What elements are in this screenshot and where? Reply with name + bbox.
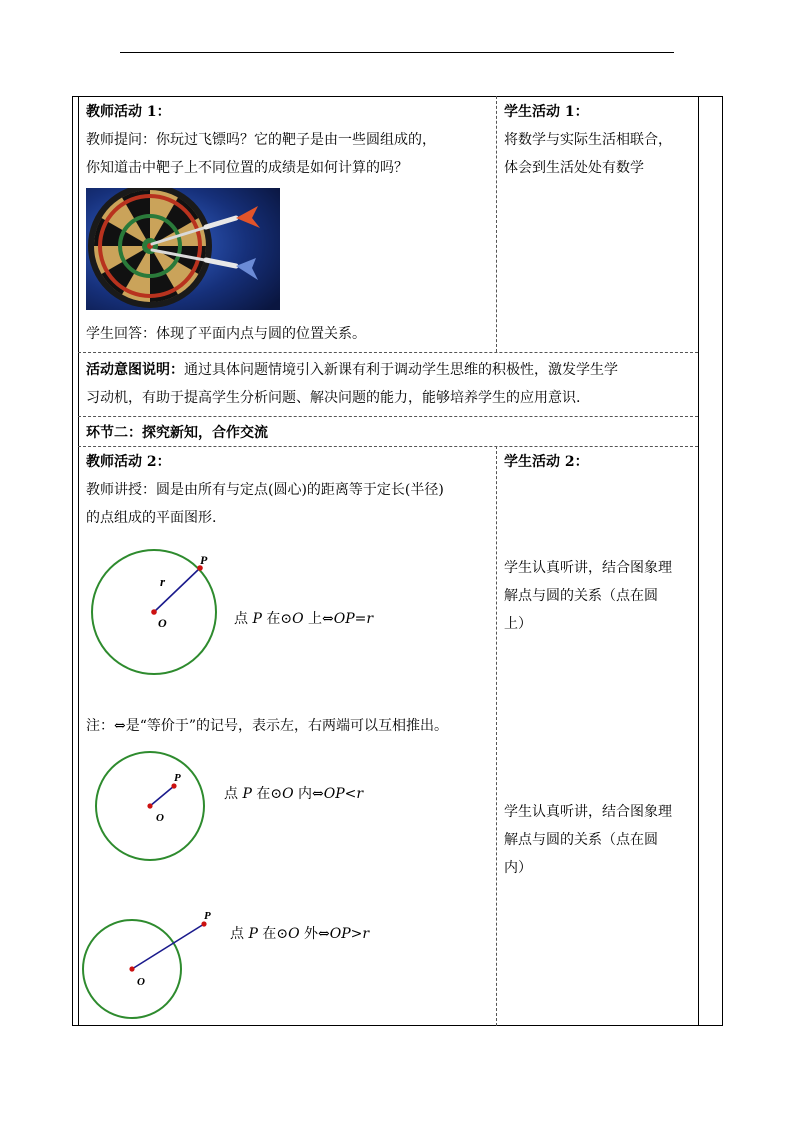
label-p-on: P bbox=[200, 553, 208, 567]
caption-out-mid: 在⊙ bbox=[257, 926, 289, 942]
figure-point-on-circle bbox=[86, 540, 226, 690]
student-activity-2-block1-line2: 解点与圆的关系（点在圆 bbox=[504, 588, 658, 604]
row-divider-1 bbox=[78, 352, 698, 353]
caption-on-rel: 上⇔ bbox=[303, 611, 334, 627]
caption-on bbox=[234, 607, 373, 631]
teacher-activity-1-title: 教师活动 1： bbox=[86, 104, 171, 120]
caption-in bbox=[224, 782, 363, 806]
caption-out-r: r bbox=[362, 926, 370, 942]
student-activity-2-block2-line3: 内） bbox=[504, 860, 532, 876]
caption-on-prefix: 点 bbox=[234, 611, 253, 627]
figure-point-in-circle bbox=[90, 750, 220, 868]
label-r-on: r bbox=[160, 574, 166, 589]
equivalence-note: 注：⇔是“等价于”的记号，表示左，右两端可以互相推出。 bbox=[86, 718, 449, 734]
teacher-lecture-line-2: 的点组成的平面图形. bbox=[86, 510, 217, 526]
caption-out-prefix: 点 bbox=[230, 926, 249, 942]
row-divider-2 bbox=[78, 416, 698, 417]
caption-out-operator: > bbox=[350, 926, 363, 942]
caption-in-rel: 内⇔ bbox=[293, 786, 324, 802]
caption-in-o: O bbox=[282, 786, 294, 802]
label-p-in: P bbox=[174, 772, 181, 784]
caption-in-operator: < bbox=[344, 786, 357, 802]
label-o-in: O bbox=[156, 812, 164, 824]
point-o-in bbox=[147, 803, 152, 808]
point-o-on bbox=[151, 609, 157, 615]
figure-point-out-circle bbox=[80, 905, 230, 1025]
table-inner-border-left bbox=[78, 96, 79, 1026]
student-answer: 学生回答：体现了平面内点与圆的位置关系。 bbox=[86, 326, 366, 342]
student-activity-2-title: 学生活动 2： bbox=[504, 454, 589, 470]
caption-in-p: P bbox=[242, 786, 252, 802]
caption-on-o: O bbox=[292, 611, 304, 627]
caption-out-op: OP bbox=[329, 926, 351, 942]
caption-on-op: OP bbox=[333, 611, 355, 627]
student-activity-2-block1-line3: 上） bbox=[504, 616, 532, 632]
intent-label: 活动意图说明： bbox=[86, 362, 184, 378]
student-activity-1-line-1: 将数学与实际生活相联合， bbox=[504, 132, 672, 148]
point-p-in bbox=[171, 783, 176, 788]
caption-out-o: O bbox=[288, 926, 300, 942]
point-p-out bbox=[201, 921, 206, 926]
teacher-question-line-2: 你知道击中靶子上不同位置的成绩是如何计算的吗？ bbox=[86, 160, 408, 176]
caption-in-prefix: 点 bbox=[224, 786, 243, 802]
label-o-out: O bbox=[137, 976, 145, 988]
label-o-on: O bbox=[158, 616, 167, 630]
caption-in-op: OP bbox=[323, 786, 345, 802]
caption-on-mid: 在⊙ bbox=[261, 611, 293, 627]
caption-out bbox=[230, 922, 369, 946]
caption-in-mid: 在⊙ bbox=[251, 786, 283, 802]
student-activity-1-title: 学生活动 1： bbox=[504, 104, 589, 120]
section-2-title: 环节二：探究新知，合作交流 bbox=[86, 425, 268, 441]
column-divider-2 bbox=[496, 446, 497, 1026]
intent-line-1 bbox=[86, 358, 618, 382]
header-rule bbox=[120, 52, 674, 53]
intent-text-1: 通过具体问题情境引入新课有利于调动学生思维的积极性，激发学生学 bbox=[184, 362, 618, 378]
student-activity-2-block2-line2: 解点与圆的关系（点在圆 bbox=[504, 832, 658, 848]
caption-out-rel: 外⇔ bbox=[299, 926, 330, 942]
column-divider-1 bbox=[496, 96, 497, 352]
student-activity-1-line-2: 体会到生活处处有数学 bbox=[504, 160, 644, 176]
row-divider-3 bbox=[78, 446, 698, 447]
radius-op-out bbox=[132, 924, 204, 969]
caption-out-p: P bbox=[248, 926, 258, 942]
caption-on-r: r bbox=[366, 611, 374, 627]
teacher-lecture-line-1: 教师讲授：圆是由所有与定点(圆心)的距离等于定长(半径) bbox=[86, 482, 444, 498]
caption-in-r: r bbox=[356, 786, 364, 802]
table-inner-border-right bbox=[698, 96, 699, 1026]
radius-op-in bbox=[150, 786, 174, 806]
student-activity-2-block1-line1: 学生认真听讲，结合图象理 bbox=[504, 560, 672, 576]
intent-line-2: 习动机，有助于提高学生分析问题、解决问题的能力，能够培养学生的应用意识. bbox=[86, 390, 581, 406]
dartboard-image bbox=[86, 188, 280, 310]
teacher-question-line-1: 教师提问：你玩过飞镖吗？它的靶子是由一些圆组成的， bbox=[86, 132, 436, 148]
teacher-activity-2-title: 教师活动 2： bbox=[86, 454, 171, 470]
student-activity-2-block2-line1: 学生认真听讲，结合图象理 bbox=[504, 804, 672, 820]
caption-on-p: P bbox=[252, 611, 262, 627]
caption-on-operator: = bbox=[354, 611, 367, 627]
label-p-out: P bbox=[204, 910, 211, 922]
point-o-out bbox=[129, 966, 134, 971]
